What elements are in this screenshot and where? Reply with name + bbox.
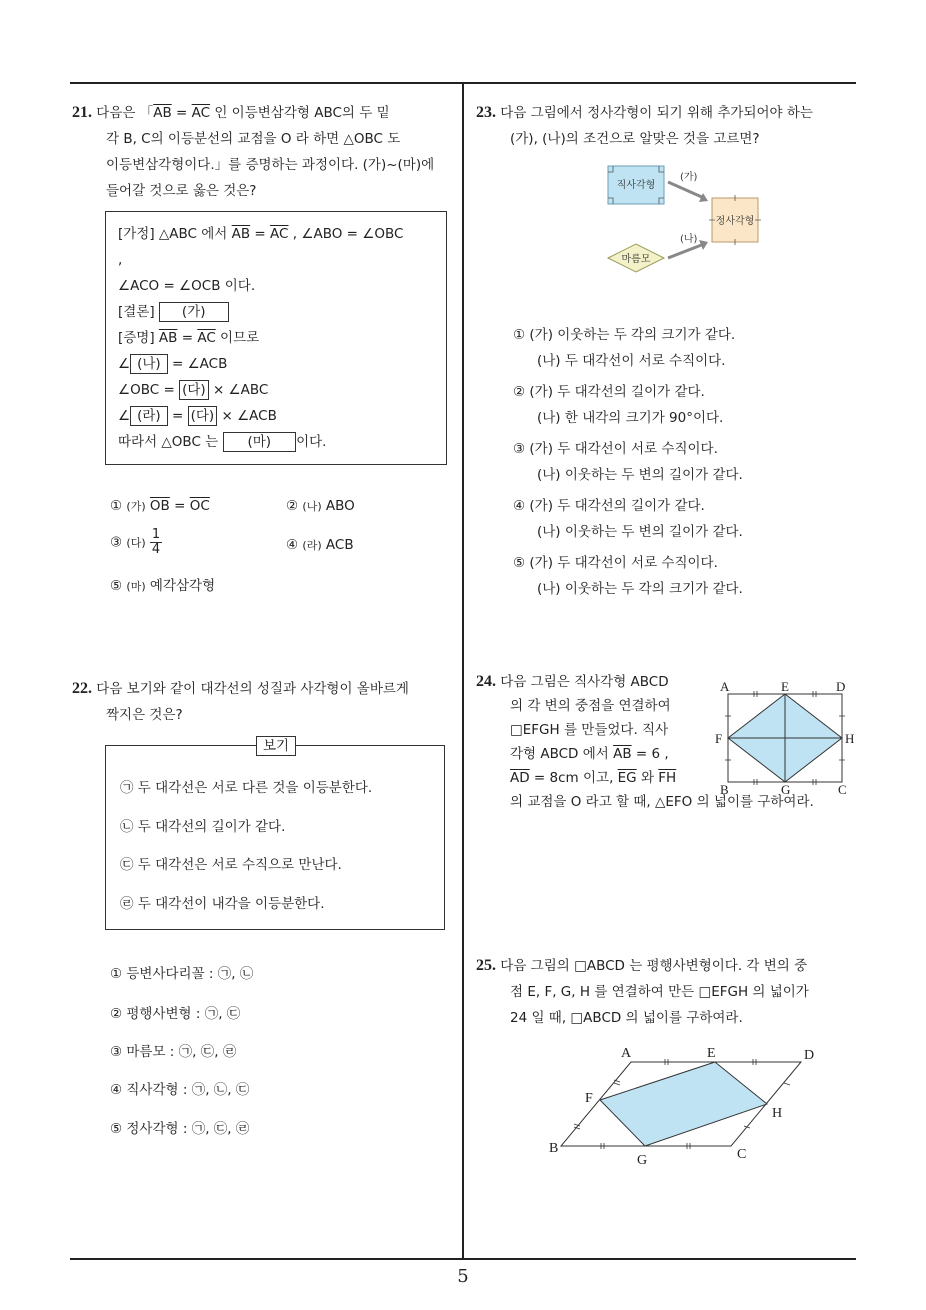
num: ③ — [110, 534, 123, 551]
t: 따라서 △OBC 는 — [118, 434, 223, 450]
q21-seg-ab: $\overline{AB}$ — [153, 105, 172, 121]
numerator: 1 — [151, 527, 161, 542]
q21-line4: 들어갈 것으로 옳은 것은? — [106, 183, 257, 199]
question-23 — [476, 100, 861, 152]
q22-option-1[interactable]: ① 등변사다리꼴 : ㉠, ㉡ — [110, 966, 254, 982]
example-item-4: ㉣ 두 대각선이 내각을 이등분한다. — [120, 896, 325, 912]
q23-option-2[interactable] — [513, 379, 723, 431]
denominator: 4 — [151, 542, 161, 557]
tag: (다) — [126, 536, 146, 550]
blank-ra: (라) — [130, 406, 168, 426]
q23-line2: (가), (나)의 조건으로 알맞은 것을 고르면? — [510, 131, 760, 147]
label-F: F — [715, 731, 723, 746]
seg: $\overline{AB}$ — [613, 746, 632, 762]
q22-option-2[interactable]: ② 평행사변형 : ㉠, ㉢ — [110, 1006, 241, 1022]
q21-option-5[interactable] — [110, 574, 215, 594]
seg: $\overline{AB}$ — [231, 226, 251, 242]
t: ABO — [325, 498, 355, 514]
t: = — [169, 498, 190, 514]
fraction — [150, 528, 162, 557]
num: ① — [110, 498, 123, 514]
arrow-ga-label: (가) — [680, 172, 698, 183]
q21-option-4[interactable] — [286, 537, 354, 553]
seg: $\overline{OC}$ — [189, 498, 210, 514]
t: = 6 , — [631, 746, 669, 762]
question-number: 24. — [476, 673, 496, 690]
q24-line3: □EFGH 를 만들었다. 직사 — [510, 722, 669, 738]
proof-line-6 — [118, 354, 227, 374]
q21-seg-ac: $\overline{AC}$ — [191, 105, 211, 121]
example-item-1: ㉠ 두 대각선은 서로 다른 것을 이등분한다. — [120, 780, 373, 796]
q24-figure — [712, 676, 862, 800]
question-22 — [72, 676, 457, 728]
label-E: E — [781, 679, 789, 694]
num: ② — [286, 498, 299, 514]
t: = ∠ACB — [167, 356, 228, 372]
blank-ga: (가) — [159, 302, 229, 322]
opt-line-a: ③ (가) 두 대각선이 서로 수직이다. — [513, 441, 718, 457]
seg: $\overline{AD}$ — [510, 770, 530, 786]
proof-line-5 — [118, 328, 259, 348]
question-21 — [72, 100, 457, 204]
q25-line2: 점 E, F, G, H 를 연결하여 만든 □EFGH 의 넓이가 — [510, 984, 809, 1000]
proof-line-1 — [118, 224, 403, 244]
q24-line1: 다음 그림은 직사각형 ABCD — [500, 674, 669, 690]
q23-option-3[interactable] — [513, 436, 743, 488]
q21-text1: 다음은 「 — [96, 105, 154, 121]
t: , ∠ABO = ∠OBC — [288, 226, 404, 242]
t: 각형 ABCD 에서 — [510, 746, 614, 762]
label-G: G — [637, 1153, 648, 1168]
opt-line-b: (나) 이웃하는 두 각의 크기가 같다. — [537, 581, 743, 597]
t: 이다. — [296, 434, 327, 450]
page-number: 5 — [457, 1266, 469, 1287]
proof-line-4 — [118, 302, 229, 322]
label-A: A — [621, 1046, 632, 1061]
label-C: C — [737, 1147, 747, 1162]
seg: $\overline{AC}$ — [197, 330, 216, 346]
q21-option-2[interactable] — [286, 498, 355, 514]
opt-line-a: ① (가) 이웃하는 두 각의 크기가 같다. — [513, 327, 736, 343]
t: = — [177, 330, 198, 346]
t: = — [250, 226, 271, 242]
q23-option-1[interactable] — [513, 322, 735, 374]
label-B: B — [549, 1141, 559, 1156]
proof-line-9 — [118, 432, 326, 452]
seg: $\overline{OB}$ — [149, 498, 170, 514]
t: [증명] — [118, 330, 159, 346]
example-item-2: ㉡ 두 대각선의 길이가 같다. — [120, 819, 286, 835]
opt-line-b: (나) 한 내각의 크기가 90°이다. — [537, 410, 724, 426]
question-number: 23. — [476, 104, 496, 121]
t: ACB — [325, 537, 354, 553]
q24-line6: 의 교점을 O 라고 할 때, △EFO 의 넓이를 구하여라. — [510, 794, 814, 810]
t: = 8cm 이고, — [529, 770, 618, 786]
seg: $\overline{AB}$ — [158, 330, 178, 346]
arrow-na — [668, 244, 704, 258]
arrow-na-label: (나) — [680, 234, 698, 245]
proof-line-7 — [118, 380, 268, 400]
q24-line2: 의 각 변의 중점을 연결하여 — [510, 698, 671, 714]
q21-option-3[interactable] — [110, 528, 162, 557]
label-H: H — [772, 1106, 783, 1121]
q22-line1: 다음 보기와 같이 대각선의 성질과 사각형이 올바르게 — [96, 681, 409, 697]
t: 와 — [636, 770, 659, 786]
tag: (라) — [302, 539, 322, 552]
label-A: A — [720, 679, 730, 694]
q21-line3: 이등변삼각형이다.」를 증명하는 과정이다. (가)~(마)에 — [106, 157, 435, 173]
num: ④ — [286, 537, 299, 553]
q22-line2: 짝지은 것은? — [106, 707, 183, 723]
question-number: 25. — [476, 957, 496, 974]
t: × ∠ACB — [217, 408, 277, 424]
rhombus-label: 마름모 — [621, 254, 651, 265]
opt-line-a: ④ (가) 두 대각선의 길이가 같다. — [513, 498, 705, 514]
t: [가정] △ABC 에서 — [118, 226, 232, 242]
blank-da: (다) — [179, 380, 209, 400]
opt-line-a: ⑤ (가) 두 대각선이 서로 수직이다. — [513, 555, 718, 571]
q21-line2: 각 B, C의 이등분선의 교점을 O 라 하면 △OBC 도 — [106, 131, 401, 147]
q25-line1: 다음 그림의 □ABCD 는 평행사변형이다. 각 변의 중 — [500, 958, 808, 974]
q23-option-4[interactable] — [513, 493, 743, 545]
t: ∠ — [118, 408, 131, 424]
question-25 — [476, 953, 861, 1031]
question-number: 21. — [72, 104, 92, 121]
t: ∠ — [118, 356, 131, 372]
q22-example-box — [105, 738, 445, 930]
q23-option-5[interactable] — [513, 550, 743, 602]
q21-text3: 인 이등변삼각형 ABC의 두 밑 — [210, 105, 390, 121]
t: = — [167, 408, 188, 424]
seg: $\overline{AC}$ — [270, 226, 289, 242]
q25-line3: 24 일 때, □ABCD 의 넓이를 구하여라. — [510, 1010, 743, 1026]
q21-proof-box — [105, 211, 447, 465]
num: ⑤ — [110, 578, 123, 594]
proof-line-3: ∠ACO = ∠OCB 이다. — [118, 278, 256, 294]
opt-line-a: ② (가) 두 대각선의 길이가 같다. — [513, 384, 705, 400]
t: × ∠ABC — [208, 382, 269, 398]
t: [결론] — [118, 304, 159, 320]
q22-option-5[interactable]: ⑤ 정사각형 : ㉠, ㉢, ㉣ — [110, 1121, 250, 1137]
label-H: H — [845, 731, 855, 746]
q23-line1: 다음 그림에서 정사각형이 되기 위해 추가되어야 하는 — [500, 105, 813, 121]
label-F: F — [585, 1091, 593, 1106]
blank-da-2: (다) — [188, 406, 218, 426]
t: 이므로 — [215, 330, 260, 346]
label-D: D — [804, 1048, 815, 1063]
q22-option-3[interactable]: ③ 마름모 : ㉠, ㉢, ㉣ — [110, 1044, 237, 1060]
proof-line-8 — [118, 406, 277, 426]
t: 예각삼각형 — [149, 578, 216, 594]
seg: $\overline{EG}$ — [617, 770, 637, 786]
label-B: B — [720, 782, 729, 797]
opt-line-b: (나) 이웃하는 두 변의 길이가 같다. — [537, 467, 743, 483]
example-item-3: ㉢ 두 대각선은 서로 수직으로 만난다. — [120, 857, 342, 873]
label-G: G — [781, 782, 791, 797]
t: ∠OBC = — [118, 382, 180, 398]
tag: (나) — [302, 500, 322, 513]
q25-figure — [545, 1040, 825, 1170]
opt-line-b: (나) 두 대각선이 서로 수직이다. — [537, 353, 726, 369]
tag: (마) — [126, 580, 146, 593]
seg: $\overline{FH}$ — [658, 770, 677, 786]
proof-line-2: , — [118, 252, 123, 268]
rectangle-label: 직사각형 — [616, 180, 656, 191]
label-C: C — [838, 782, 847, 797]
label-D: D — [836, 679, 846, 694]
q21-option-1[interactable] — [110, 498, 210, 514]
example-box-title: 보기 — [256, 736, 296, 756]
arrow-ga — [668, 182, 704, 198]
blank-ma: (마) — [223, 432, 297, 452]
q23-figure — [600, 160, 770, 275]
column-divider — [462, 83, 464, 1259]
q22-option-4[interactable]: ④ 직사각형 : ㉠, ㉡, ㉢ — [110, 1082, 250, 1098]
label-E: E — [707, 1046, 716, 1061]
blank-na: (나) — [130, 354, 168, 374]
square-label: 정사각형 — [715, 216, 755, 227]
q21-eq: = — [171, 105, 192, 121]
question-number: 22. — [72, 680, 92, 697]
tag: (가) — [126, 500, 146, 513]
opt-line-b: (나) 이웃하는 두 변의 길이가 같다. — [537, 524, 743, 540]
